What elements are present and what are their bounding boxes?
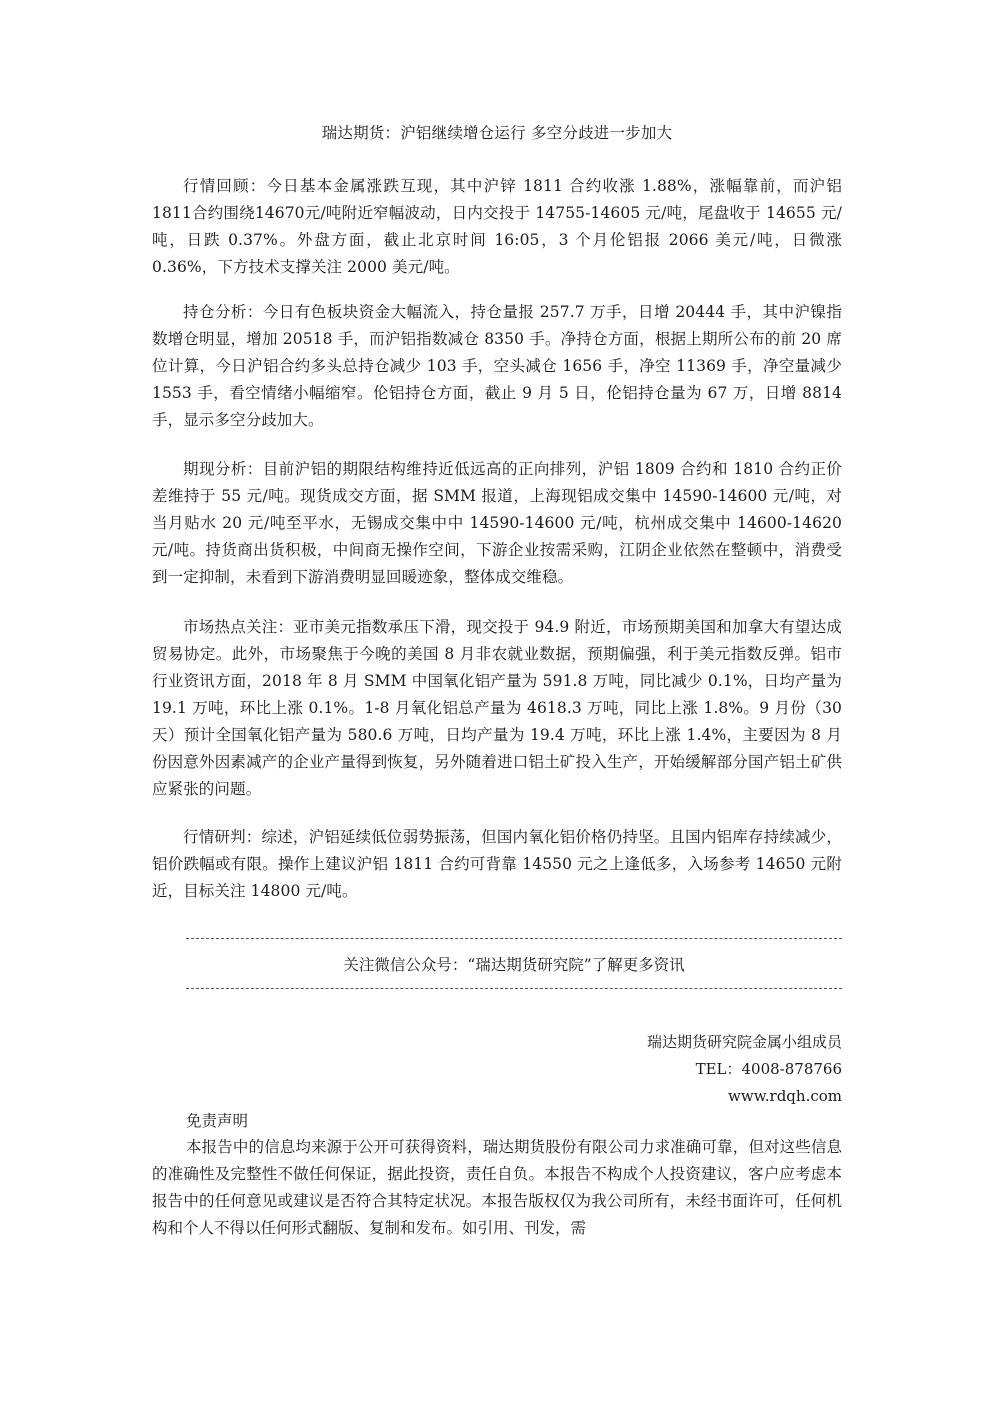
page-title: 瑞达期货：沪铝继续增仓运行 多空分歧进一步加大	[321, 124, 673, 142]
signature-team: 瑞达期货研究院金属小组成员	[646, 1033, 842, 1051]
paragraph-market-hotspot: 市场热点关注：亚市美元指数承压下滑，现交投于 94.9 附近，市场预期美国和加拿大有望达成贸易协定。此外，市场聚焦于今晚的美国 8 月非农就业数据，预期偏强，利于美元指数反弹。铝市行业资讯方面，2018 年 8 月 SMM 中国氧化铝产量为 591.8 万吨，同比减少 0.1%，日均产量为 19.1 万吨，环比上涨 0.1%。1-8 月氧化铝总产量为 4618.3 万吨，同比上涨 1.8%。9 月份（30 天）预计全国氧化铝产量为 580.6 万吨，日均产量为 19.4 万吨，环比上涨 1.4%，主要因为 8 月份因意外因素减产的企业产量得到恢复，另外随着进口铝土矿投入生产，开始缓解部分国产铝土矿供应紧张的问题。	[152, 618, 842, 798]
disclaimer-body: 本报告中的信息均来源于公开可获得资料，瑞达期货股份有限公司力求准确可靠，但对这些信息的准确性及完整性不做任何保证，据此投资，责任自负。本报告不构成个人投资建议，客户应考虑本报告中的任何意见或建议是否符合其特定状况。本报告版权仅为我公司所有，未经书面许可，任何机构和个人不得以任何形式翻版、复制和发布。如引用、刊发，需	[152, 1138, 842, 1237]
paragraph-market-review: 行情回顾：今日基本金属涨跌互现，其中沪锌 1811 合约收涨 1.88%，涨幅靠前，而沪铝1811合约围绕14670元/吨附近窄幅波动，日内交投于 14755-14605 元/吨，尾盘收于 14655 元/吨，日跌 0.37%。外盘方面，截止北京时间 16:05，3 个月伦铝报 2066 美元/吨，日微涨 0.36%，下方技术支撑关注 2000 美元/吨。	[152, 177, 842, 276]
signature-website: www.rdqh.com	[728, 1087, 842, 1105]
paragraph-spot-analysis: 期现分析：目前沪铝的期限结构维持近低远高的正向排列，沪铝 1809 合约和 1810 合约正价差维持于 55 元/吨。现货成交方面，据 SMM 报道，上海现铝成交集中 14590-14600 元/吨，对当月贴水 20 元/吨至平水，无锡成交集中中 14590-14600 元/吨，杭州成交集中 14600-14620 元/吨。持货商出货积极，中间商无操作空间，下游企业按需采购，江阴企业依然在整顿中，消费受到一定抑制，未看到下游消费明显回暖迹象，整体成交维稳。	[152, 460, 842, 586]
dashed-divider-bottom	[186, 988, 842, 989]
paragraph-market-judgment: 行情研判：综述，沪铝延续低位弱势振荡，但国内氧化铝价格仍持坚。且国内铝库存持续减少，铝价跌幅或有限。操作上建议沪铝 1811 合约可背靠 14550 元之上逢低多，入场参考 14650 元附近，目标关注 14800 元/吨。	[152, 828, 842, 900]
paragraph-position-analysis: 持仓分析：今日有色板块资金大幅流入，持仓量报 257.7 万手，日增 20444 手，其中沪镍指数增仓明显，增加 20518 手，而沪铝指数减仓 8350 手。净持仓方面，根据上期所公布的前 20 席位计算，今日沪铝合约多头总持仓减少 103 手，空头减仓 1656 手，净空 11369 手，净空量减少 1553 手，看空情绪小幅缩窄。伦铝持仓方面，截止 9 月 5 日，伦铝持仓量为 67 万，日增 8814 手，显示多空分歧加大。	[152, 303, 842, 429]
disclaimer-title: 免责声明	[186, 1112, 249, 1130]
wechat-notice: 关注微信公众号：“瑞达期货研究院”了解更多资讯	[343, 956, 685, 974]
signature-tel: TEL：4008-878766	[695, 1060, 842, 1078]
dashed-divider-top	[186, 938, 842, 939]
